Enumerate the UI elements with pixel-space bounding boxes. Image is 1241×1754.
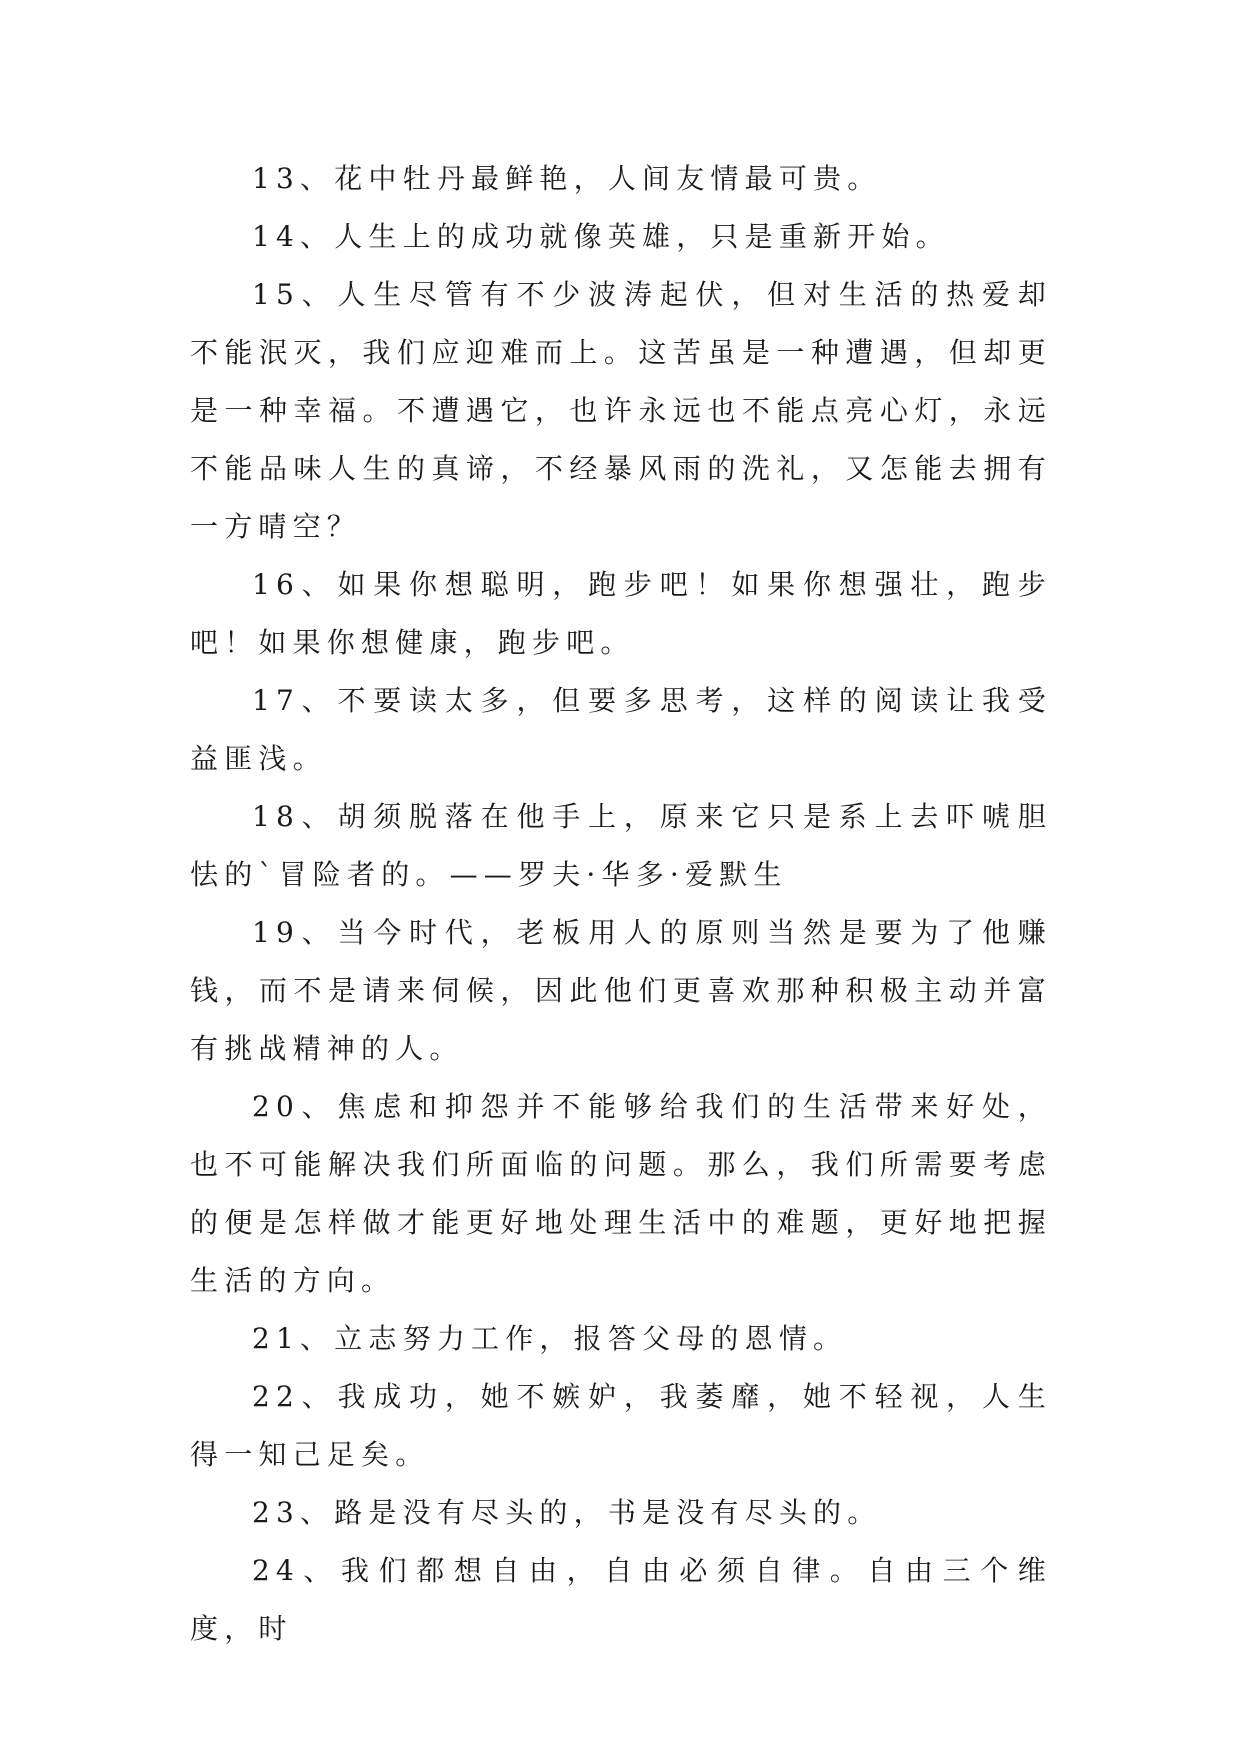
- text-body: [190, 150, 1052, 1658]
- paragraph-22: 22、我成功，她不嫉妒，我萎靡，她不轻视，人生得一知己足矣。: [190, 1380, 1052, 1471]
- paragraph-20: 20、焦虑和抑怨并不能够给我们的生活带来好处，也不可能解决我们所面临的问题。那么，我们所需要考虑的便是怎样做才能更好地处理生活中的难题，更好地把握生活的方向。: [190, 1090, 1052, 1297]
- paragraph-13: 13、花中牡丹最鲜艳，人间友情最可贵。: [252, 162, 882, 195]
- paragraph-14: 14、人生上的成功就像英雄，只是重新开始。: [252, 220, 950, 253]
- paragraph-21: 21、立志努力工作，报答父母的恩情。: [252, 1322, 848, 1355]
- paragraph-24: 24、我们都想自由，自由必须自律。自由三个维度，时: [190, 1554, 1052, 1645]
- paragraph-18: 18、胡须脱落在他手上，原来它只是系上去吓唬胆怯的`冒险者的。——罗夫·华多·爱默生: [190, 800, 1052, 891]
- paragraph-16: 16、如果你想聪明，跑步吧！如果你想强壮，跑步吧！如果你想健康，跑步吧。: [190, 568, 1052, 659]
- paragraph-23: 23、路是没有尽头的，书是没有尽头的。: [252, 1496, 882, 1529]
- paragraph-17: 17、不要读太多，但要多思考，这样的阅读让我受益匪浅。: [190, 684, 1052, 775]
- paragraph-15: 15、人生尽管有不少波涛起伏，但对生活的热爱却不能泯灭，我们应迎难而上。这苦虽是一种遭遇，但却更是一种幸福。不遭遇它，也许永远也不能点亮心灯，永远不能品味人生的真谛，不经暴风雨的洗礼，又怎能去拥有一方晴空？: [190, 278, 1052, 543]
- paragraph-19: 19、当今时代，老板用人的原则当然是要为了他赚钱，而不是请来伺候，因此他们更喜欢那种积极主动并富有挑战精神的人。: [190, 916, 1052, 1065]
